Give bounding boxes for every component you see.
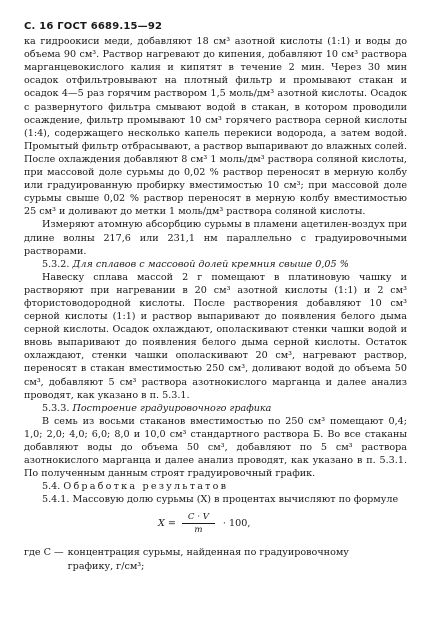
formula-block [24, 506, 407, 546]
section-5-3-2-heading [24, 258, 407, 271]
section-5-4-title: Обработка результатов [63, 481, 229, 493]
formula-denominator: m [194, 525, 203, 536]
paragraph-measurement: Измеряют атомную абсорбцию сурьмы в пламени ацетилен-воздух при длине волны 217,6 или 231,1 нм параллельно с градуировочными растворами. [24, 219, 407, 257]
where-lhs: где C — [24, 547, 64, 559]
formula-fraction [182, 512, 215, 535]
formula-numerator: C · V [182, 512, 215, 524]
paragraph-alloy-procedure: Навеску сплава массой 2 г помещают в платиновую чашку и растворяют при нагревании в 20 см³ азотной кислоты (1:1) и 2 см³ фтористоводородной кислоты. После растворения добавляют 10 см³ серной кислоты (1:1) и раствор выпаривают до появления белого дыма серной кислоты. Осадок охлаждают, ополаскивают стенки чашки водой и вновь выпаривают до появления белого дыма серной кислоты. Остаток охлаждают, стенки чашки ополаскивают 20 см³, нагревают раствор, переносят в стакан вместимостью 250 см³, доливают водой до объема 50 см³, добавляют 5 см³ раствора азотнокислого марганца и далее анализ проводят, как указано в п. 5.3.1. [24, 271, 407, 401]
section-5-3-3-title: Построение градуировочного графика [72, 402, 272, 414]
section-5-4-number: 5.4. [42, 481, 61, 493]
section-5-4-heading [24, 480, 407, 493]
where-rhs [68, 546, 407, 572]
paragraph-continuation: ка гидроокиси меди, добавляют 18 см³ азотной кислоты (1:1) и воды до объема 90 см³. Раствор нагревают до кипения, добавляют 10 см³ раствора марганцевокислого калия и кипятят в течение 2 мин. Через 30 мин осадок отфильтровывают на плотный фильтр и промывают стакан и осадок 4—5 раз горячим раствором 1,5 моль/дм³ азотной кислоты. Осадок с развернутого фильтра смывают водой в стакан, в котором проводили осаждение, фильтр промывают 10 см³ горячего раствора серной кислоты (1:4), содержащего несколько капель перекиси водорода, а затем водой. Промытый фильтр отбрасывают, а раствор выпаривают до влажных солей. После охлаждения добавляют 8 см³ 1 моль/дм³ раствора соляной кислоты, при массовой доле сурьмы до 0,02 % раствор переносят в мерную колбу или градуированную пробирку вместимостью 10 см³; при массовой доле сурьмы свыше 0,02 % раствор переносят в мерную колбу вместимостью 25 см³ и доливают до метки 1 моль/дм³ раствора соляной кислоты. [24, 36, 407, 218]
page-header: С. 16 ГОСТ 6689.15—92 [24, 21, 163, 32]
paragraph-calculation: 5.4.1. Массовую долю сурьмы (X) в процентах вычисляют по формуле [42, 494, 399, 506]
formula-lhs: X = [158, 518, 176, 530]
section-5-3-2-title: Для сплавов с массовой долей кремния свыше 0,05 % [72, 258, 349, 270]
section-5-3-2-number: 5.3.2. [42, 258, 70, 270]
formula [158, 512, 250, 535]
where-clause [24, 546, 407, 572]
section-5-3-3-heading [24, 402, 407, 415]
where-rhs-line2: графику, г/см³; [67, 560, 145, 572]
section-5-3-3-number: 5.3.3. [42, 402, 70, 414]
formula-tail: · 100, [222, 518, 251, 530]
where-rhs-line1: концентрация сурьмы, найденная по градуировочному [67, 547, 349, 559]
paragraph-calibration: В семь из восьми стаканов вместимостью по 250 см³ помещают 0,4; 1,0; 2,0; 4,0; 6,0; 8,0 и 10,0 см³ стандартного раствора Б. Во все стаканы добавляют воды до объема 50 см³, добавляют по 5 см³ раствора азотнокислого марганца и далее анализ проводят, как указано в п. 5.3.1. По полученным данным строят градуировочный график. [24, 415, 407, 480]
